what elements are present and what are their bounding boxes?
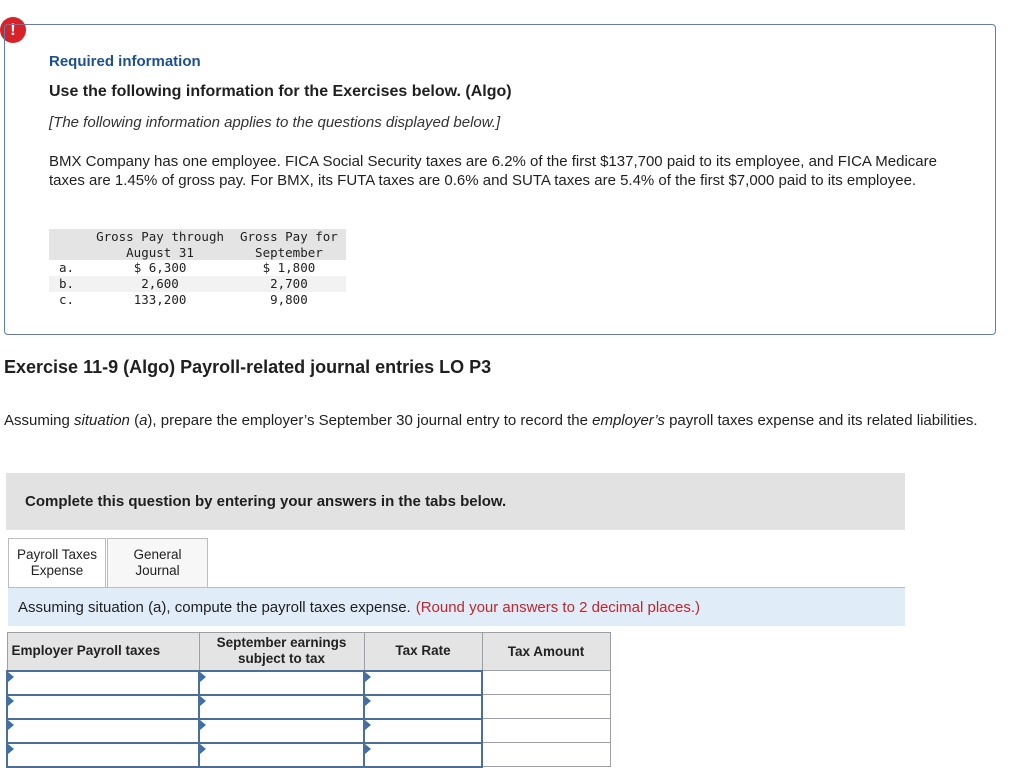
dropdown-marker-icon	[365, 672, 371, 682]
row-through-aug: 2,600	[88, 276, 232, 292]
tax-name-cell[interactable]	[7, 719, 199, 743]
header-september-earnings: September earnings subject to tax	[199, 633, 364, 671]
exercise-title: Exercise 11-9 (Algo) Payroll-related journal entries LO P3	[4, 357, 492, 377]
row-through-aug: $ 6,300	[133, 260, 187, 275]
q-emphasis: situation	[74, 412, 130, 429]
header-tax-amount: Tax Amount	[482, 633, 610, 671]
tax-rate-cell[interactable]	[364, 695, 482, 719]
tax-name-cell[interactable]	[7, 695, 199, 719]
earnings-cell[interactable]	[199, 671, 364, 695]
tab-general-journal[interactable]	[107, 538, 208, 588]
dropdown-marker-icon	[365, 696, 371, 706]
col2-line2: September	[255, 244, 323, 260]
tax-name-input[interactable]	[8, 672, 198, 694]
tax-rate-input[interactable]	[365, 672, 481, 694]
payroll-taxes-grid	[6, 632, 611, 768]
tab-label-line1: Payroll Taxes	[16, 547, 98, 562]
table-row	[49, 260, 346, 276]
earnings-input[interactable]	[200, 720, 363, 742]
dropdown-marker-icon	[200, 696, 206, 706]
earnings-cell[interactable]	[199, 719, 364, 743]
alert-icon: !	[0, 17, 26, 43]
earnings-input[interactable]	[200, 744, 363, 766]
complete-prompt-text: Complete this question by entering your answers in the tabs below.	[25, 493, 507, 510]
q-text: ), prepare the employer’s September 30 journal entry to record the	[147, 412, 593, 429]
tax-amount-cell	[482, 695, 610, 719]
gross-pay-table	[49, 229, 346, 308]
col1-line2: August 31	[126, 244, 194, 260]
tab-label-line1: General	[133, 547, 182, 562]
row-september: 2,700	[232, 276, 346, 292]
tax-name-input[interactable]	[8, 744, 198, 766]
q-text: (	[129, 412, 140, 429]
row-through-aug: 133,200	[133, 292, 187, 307]
header-employer-payroll-taxes: Employer Payroll taxes	[7, 633, 199, 671]
table-row	[7, 695, 610, 719]
col-gross-pay-september	[232, 229, 346, 260]
tax-name-cell[interactable]	[7, 671, 199, 695]
tax-amount-cell	[482, 719, 610, 743]
required-information-title: Required information	[49, 53, 201, 70]
dropdown-marker-icon	[200, 720, 206, 730]
table-row	[7, 719, 610, 743]
tax-rate-input[interactable]	[365, 696, 481, 718]
tax-name-cell[interactable]	[7, 743, 199, 767]
dropdown-marker-icon	[8, 672, 14, 682]
q-emphasis: employer’s	[592, 412, 665, 429]
dropdown-marker-icon	[200, 744, 206, 754]
earnings-cell[interactable]	[199, 743, 364, 767]
dropdown-marker-icon	[8, 744, 14, 754]
earnings-input[interactable]	[200, 672, 363, 694]
instruction-text: Assuming situation (a), compute the payroll taxes expense.	[18, 598, 411, 616]
rounding-note: (Round your answers to 2 decimal places.)	[415, 598, 700, 616]
info-paragraph: BMX Company has one employee. FICA Social Security taxes are 6.2% of the first $137,700 paid to its employee, and FICA Medicare taxes are 1.45% of gross pay. For BMX, its FUTA taxes are 0.6% and SUTA taxes are 5.4% of the first $7,000 paid to its employee.	[49, 153, 937, 189]
table-corner	[49, 229, 88, 260]
tax-amount-cell	[482, 671, 610, 695]
tax-rate-cell[interactable]	[364, 743, 482, 767]
info-applies-note: [The following information applies to the questions displayed below.]	[49, 114, 501, 131]
dropdown-marker-icon	[200, 672, 206, 682]
q-emphasis: a	[139, 412, 148, 429]
row-label: a.	[59, 260, 75, 275]
tax-rate-cell[interactable]	[364, 719, 482, 743]
row-label: b.	[49, 276, 88, 292]
earnings-cell[interactable]	[199, 695, 364, 719]
tax-name-input[interactable]	[8, 696, 198, 718]
q-text: Assuming	[4, 412, 75, 429]
dropdown-marker-icon	[8, 720, 14, 730]
row-september: $ 1,800	[262, 260, 316, 275]
dropdown-marker-icon	[365, 720, 371, 730]
table-row	[49, 292, 346, 308]
col2-line1: Gross Pay for	[240, 229, 338, 244]
earnings-input[interactable]	[200, 696, 363, 718]
required-information-panel	[4, 24, 996, 335]
info-heading: Use the following information for the Exercises below. (Algo)	[49, 83, 512, 100]
tax-rate-input[interactable]	[365, 720, 481, 742]
complete-prompt-banner	[6, 473, 905, 530]
q-text: payroll taxes expense and its related liabilities.	[664, 412, 978, 429]
tab-label-line2: Expense	[30, 563, 84, 578]
table-row	[7, 743, 610, 767]
row-september: 9,800	[270, 292, 308, 307]
tab-payroll-taxes-expense[interactable]	[8, 538, 106, 588]
table-row	[49, 276, 346, 292]
tab-label-line2: Journal	[135, 563, 180, 578]
exercise-question	[4, 411, 984, 430]
instruction-banner	[8, 588, 905, 626]
dropdown-marker-icon	[8, 696, 14, 706]
col1-line1: Gross Pay through	[96, 229, 224, 244]
row-label: c.	[59, 292, 75, 307]
tax-rate-cell[interactable]	[364, 671, 482, 695]
dropdown-marker-icon	[365, 744, 371, 754]
header-tax-rate: Tax Rate	[364, 633, 482, 671]
col-gross-pay-through-aug	[88, 229, 232, 260]
tax-name-input[interactable]	[8, 720, 198, 742]
table-row	[7, 671, 610, 695]
tax-amount-cell	[482, 743, 610, 767]
tax-rate-input[interactable]	[365, 744, 481, 766]
